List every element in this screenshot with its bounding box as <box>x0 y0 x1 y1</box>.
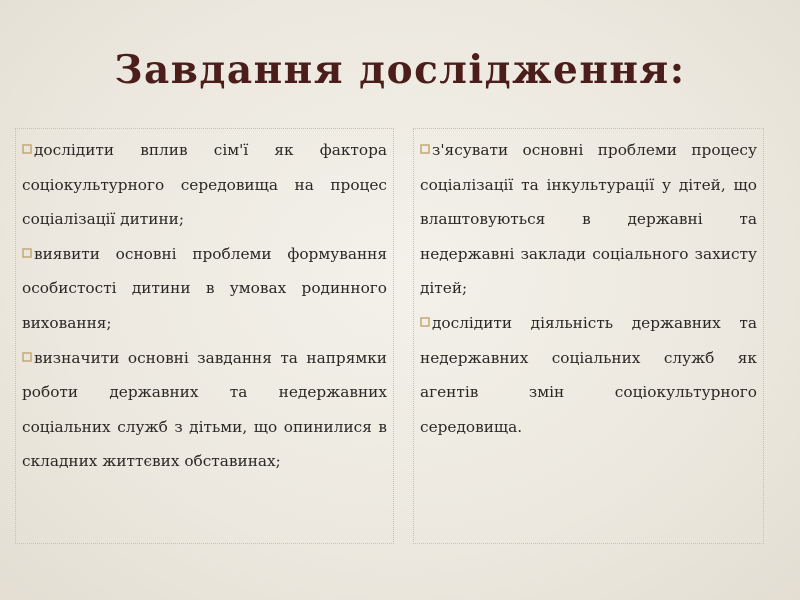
task-text: визначити основні завдання та напрямки роботи державних та недержавних соціальних служб з дітьми, що опинилися в складних життєвих обставинах; <box>22 348 387 471</box>
task-item <box>420 306 757 444</box>
task-text: дослідити вплив сім'ї як фактора соціокультурного середовища на процес соціалізації дитини; <box>22 141 387 229</box>
task-item <box>22 133 387 237</box>
square-bullet-icon <box>22 144 32 154</box>
slide-title: Завдання дослідження: <box>114 47 686 93</box>
right-column <box>413 128 764 544</box>
task-item <box>420 133 757 306</box>
task-item <box>22 237 387 341</box>
task-text: дослідити діяльність державних та недержавних соціальних служб як агентів змін соціокультурного середовища. <box>420 313 757 436</box>
square-bullet-icon <box>420 317 430 327</box>
task-text: виявити основні проблеми формування особистості дитини в умовах родинного виховання; <box>22 244 387 332</box>
task-text: з'ясувати основні проблеми процесу соціалізації та інкультурації у дітей, що влаштовуються в державні та недержавні заклади соціального захисту дітей; <box>420 141 757 298</box>
square-bullet-icon <box>22 352 32 362</box>
task-item <box>22 341 387 479</box>
left-column <box>15 128 394 544</box>
square-bullet-icon <box>420 144 430 154</box>
square-bullet-icon <box>22 248 32 258</box>
